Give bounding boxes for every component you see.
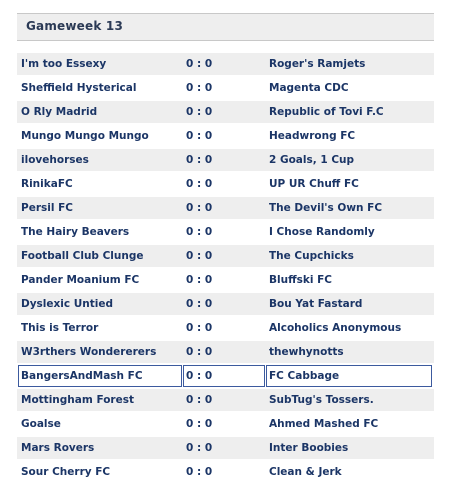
match-score: 0 : 0 [186, 298, 213, 310]
fixture-row [17, 221, 434, 243]
home-team-link[interactable]: Football Club Clunge [21, 250, 144, 262]
match-score: 0 : 0 [186, 418, 213, 430]
home-team-link[interactable]: BangersAndMash FC [21, 370, 143, 382]
match-score: 0 : 0 [186, 226, 213, 238]
away-team-link[interactable]: thewhynotts [269, 346, 344, 358]
match-score: 0 : 0 [186, 130, 213, 142]
home-team-link[interactable]: RinikaFC [21, 178, 73, 190]
fixture-row [17, 317, 434, 339]
fixtures-list [17, 53, 434, 485]
away-team-link[interactable]: UP UR Chuff FC [269, 178, 359, 190]
fixture-row [17, 461, 434, 483]
match-score: 0 : 0 [186, 346, 213, 358]
match-score: 0 : 0 [186, 442, 213, 454]
fixture-row [17, 269, 434, 291]
fixture-row [17, 125, 434, 147]
away-team-link[interactable]: Magenta CDC [269, 82, 349, 94]
away-team-link[interactable]: Bluffski FC [269, 274, 332, 286]
home-team-link[interactable]: I'm too Essexy [21, 58, 107, 70]
home-team-link[interactable]: W3rthers Wondererers [21, 346, 157, 358]
fixture-row [17, 53, 434, 75]
home-team-link[interactable]: Sour Cherry FC [21, 466, 111, 478]
home-team-link[interactable]: Mottingham Forest [21, 394, 134, 406]
match-score: 0 : 0 [186, 154, 213, 166]
match-score: 0 : 0 [186, 322, 213, 334]
match-score: 0 : 0 [186, 178, 213, 190]
gameweek-title: Gameweek 13 [26, 19, 124, 33]
home-team-link[interactable]: The Hairy Beavers [21, 226, 130, 238]
away-team-link[interactable]: SubTug's Tossers. [269, 394, 374, 406]
match-score: 0 : 0 [186, 58, 213, 70]
away-team-link[interactable]: FC Cabbage [269, 370, 340, 382]
fixture-row [17, 197, 434, 219]
home-team-link[interactable]: Pander Moanium FC [21, 274, 140, 286]
fixture-row [17, 341, 434, 363]
fixture-row-highlighted [17, 365, 434, 387]
away-team-link[interactable]: The Devil's Own FC [269, 202, 383, 214]
gameweek-header [17, 13, 434, 41]
fixture-row [17, 77, 434, 99]
home-team-link[interactable]: Dyslexic Untied [21, 298, 114, 310]
away-team-link[interactable]: 2 Goals, 1 Cup [269, 154, 355, 166]
fixture-row [17, 245, 434, 267]
away-team-link[interactable]: Ahmed Mashed FC [269, 418, 379, 430]
match-score: 0 : 0 [186, 82, 213, 94]
away-team-link[interactable]: Bou Yat Fastard [269, 298, 363, 310]
away-team-link[interactable]: Inter Boobies [269, 442, 349, 454]
away-team-link[interactable]: Alcoholics Anonymous [269, 322, 402, 334]
away-team-link[interactable]: Republic of Tovi F.C [269, 106, 384, 118]
fixture-row [17, 149, 434, 171]
match-score: 0 : 0 [186, 202, 213, 214]
away-team-link[interactable]: Roger's Ramjets [269, 58, 366, 70]
away-team-link[interactable]: The Cupchicks [269, 250, 354, 262]
away-team-link[interactable]: I Chose Randomly [269, 226, 375, 238]
home-team-link[interactable]: Sheffield Hysterical [21, 82, 137, 94]
match-score: 0 : 0 [186, 394, 213, 406]
away-team-link[interactable]: Clean & Jerk [269, 466, 342, 478]
fixture-row [17, 413, 434, 435]
home-team-link[interactable]: Mars Rovers [21, 442, 95, 454]
home-team-link[interactable]: ilovehorses [21, 154, 89, 166]
match-score: 0 : 0 [186, 250, 213, 262]
match-score: 0 : 0 [186, 370, 213, 382]
away-team-link[interactable]: Headwrong FC [269, 130, 356, 142]
fixture-row [17, 389, 434, 411]
home-team-link[interactable]: This is Terror [21, 322, 99, 334]
fixture-row [17, 101, 434, 123]
home-team-link[interactable]: Persil FC [21, 202, 73, 214]
home-team-link[interactable]: Mungo Mungo Mungo [21, 130, 149, 142]
fixtures-panel [17, 0, 434, 478]
home-team-link[interactable]: Goalse [21, 418, 61, 430]
home-team-link[interactable]: O Rly Madrid [21, 106, 98, 118]
match-score: 0 : 0 [186, 466, 213, 478]
match-score: 0 : 0 [186, 106, 213, 118]
fixture-row [17, 293, 434, 315]
fixture-row [17, 173, 434, 195]
match-score: 0 : 0 [186, 274, 213, 286]
fixture-row [17, 437, 434, 459]
